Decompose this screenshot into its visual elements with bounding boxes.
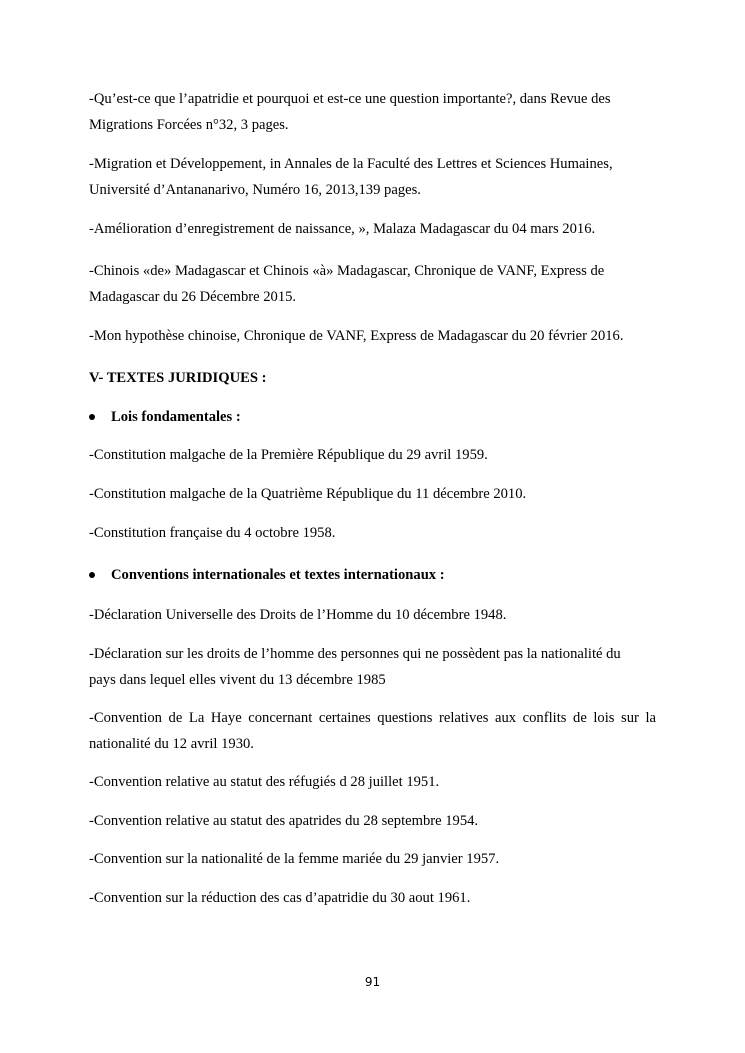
reference-2-line-1: -Migration et Développement, in Annales de la Faculté des Lettres et Sciences Humaines,	[89, 156, 613, 172]
reference-5: -Mon hypothèse chinoise, Chronique de VANF, Express de Madagascar du 20 février 2016.	[89, 328, 624, 344]
conventions-item-3-line-2: nationalité du 12 avril 1930.	[89, 736, 254, 752]
lois-item-2: -Constitution malgache de la Quatrième République du 11 décembre 2010.	[89, 486, 527, 502]
conventions-item-3-line-1: -Convention de La Haye concernant certaines questions relatives aux conflits de lois sur la	[89, 710, 656, 726]
conventions-item-5: -Convention relative au statut des apatrides du 28 septembre 1954.	[89, 813, 479, 829]
conventions-item-6: -Convention sur la nationalité de la femme mariée du 29 janvier 1957.	[89, 851, 500, 867]
reference-1-line-1: -Qu’est-ce que l’apatridie et pourquoi et est-ce une question importante?, dans Revue des	[89, 91, 611, 107]
lois-item-3: -Constitution française du 4 octobre 1958.	[89, 525, 336, 541]
reference-1-line-2: Migrations Forcées n°32, 3 pages.	[89, 117, 289, 133]
lois-item-1: -Constitution malgache de la Première République du 29 avril 1959.	[89, 447, 488, 463]
conventions-item-1: -Déclaration Universelle des Droits de l’Homme du 10 décembre 1948.	[89, 607, 507, 623]
reference-3: -Amélioration d’enregistrement de naissance, », Malaza Madagascar du 04 mars 2016.	[89, 221, 596, 237]
section-title: V- TEXTES JURIDIQUES :	[89, 370, 267, 386]
page-number: 91	[364, 975, 381, 989]
bullet-icon	[89, 414, 95, 420]
conventions-item-4: -Convention relative au statut des réfugiés d 28 juillet 1951.	[89, 774, 440, 790]
conventions-heading: Conventions internationales et textes internationaux :	[111, 567, 445, 583]
conventions-item-2-line-2: pays dans lequel elles vivent du 13 décembre 1985	[89, 672, 386, 688]
conventions-item-7: -Convention sur la réduction des cas d’apatridie du 30 aout 1961.	[89, 890, 471, 906]
reference-2-line-2: Université d’Antananarivo, Numéro 16, 2013,139 pages.	[89, 182, 421, 198]
reference-4-line-2: Madagascar du 26 Décembre 2015.	[89, 289, 297, 305]
reference-4-line-1: -Chinois «de» Madagascar et Chinois «à» Madagascar, Chronique de VANF, Express de	[89, 263, 605, 279]
bullet-icon	[89, 572, 95, 578]
conventions-item-2-line-1: -Déclaration sur les droits de l’homme des personnes qui ne possèdent pas la nationalité du	[89, 646, 621, 662]
lois-heading: Lois fondamentales :	[111, 409, 241, 425]
